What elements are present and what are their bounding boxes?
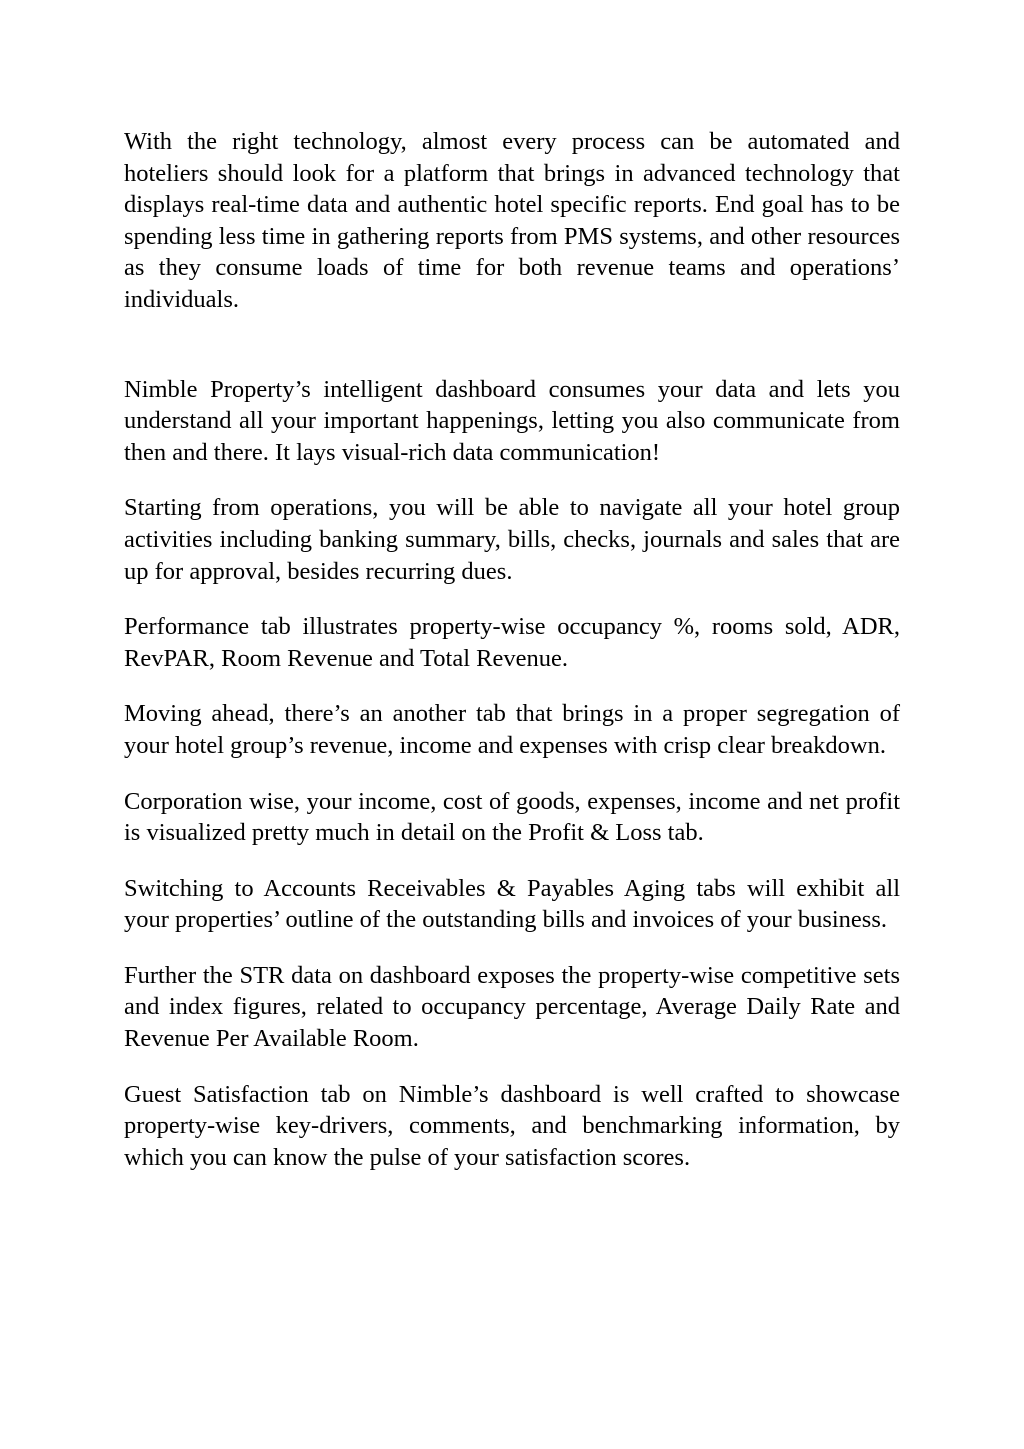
paragraph-automation: With the right technology, almost every process can be automated and hoteliers should look for a platform that brings in advanced technology that displays real-time data and authentic hotel specific reports. End goal has to be spending less time in gathering reports from PMS systems, and other resources as they consume loads of time for both revenue teams and operations’ individuals. — [124, 128, 900, 313]
paragraph-operations: Starting from operations, you will be able to navigate all your hotel group activities including banking summary, bills, checks, journals and sales that are up for approval, besides recurring dues. — [124, 494, 900, 585]
paragraph-guest-satisfaction: Guest Satisfaction tab on Nimble’s dashboard is well crafted to showcase property-wise key-drivers, comments, and benchmarking information, by which you can know the pulse of your satisfaction scores. — [124, 1080, 900, 1171]
paragraph-dashboard-intro: Nimble Property’s intelligent dashboard consumes your data and lets you understand all your important happenings, letting you also communicate from then and there. It lays visual-rich data communication! — [124, 375, 900, 466]
document-page — [124, 126, 900, 1197]
paragraph-aging: Switching to Accounts Receivables & Payables Aging tabs will exhibit all your properties’ outline of the outstanding bills and invoices of your business. — [124, 874, 900, 934]
paragraph-performance: Performance tab illustrates property-wise occupancy %, rooms sold, ADR, RevPAR, Room Revenue and Total Revenue. — [124, 613, 900, 672]
paragraph-profit-loss: Corporation wise, your income, cost of goods, expenses, income and net profit is visualized pretty much in detail on the Profit & Loss tab. — [124, 787, 900, 847]
paragraph-revenue-tab: Moving ahead, there’s an another tab that brings in a proper segregation of your hotel group’s revenue, income and expenses with crisp clear breakdown. — [124, 700, 900, 759]
paragraph-str-data: Further the STR data on dashboard exposes the property-wise competitive sets and index figures, related to occupancy percentage, Average Daily Rate and Revenue Per Available Room. — [124, 961, 900, 1053]
